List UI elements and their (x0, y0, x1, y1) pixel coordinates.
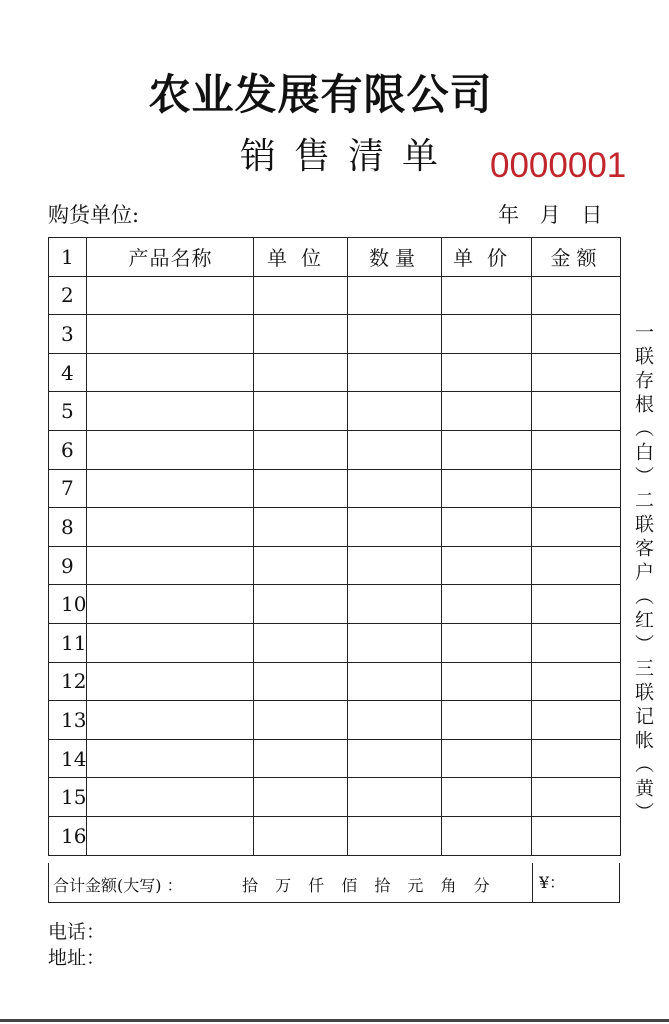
table-row (49, 546, 621, 585)
table-cell[interactable] (87, 276, 254, 315)
table-row (49, 508, 621, 547)
buyer-label: 购货单位: (48, 203, 140, 227)
table-cell[interactable] (532, 276, 621, 315)
table-row (49, 469, 621, 508)
table-cell[interactable] (532, 508, 621, 547)
phone-label: 电话： (48, 921, 106, 943)
table-row (49, 276, 621, 315)
table-cell[interactable] (254, 469, 348, 508)
table-cell[interactable] (254, 508, 348, 547)
table-cell[interactable] (87, 315, 254, 354)
table-cell[interactable] (348, 816, 442, 855)
table-cell[interactable] (348, 546, 442, 585)
table-cell[interactable] (254, 662, 348, 701)
table-row (49, 430, 621, 469)
table-cell[interactable] (87, 353, 254, 392)
table-cell[interactable] (442, 430, 532, 469)
table-cell[interactable] (442, 662, 532, 701)
table-cell[interactable] (532, 623, 621, 662)
table-cell[interactable] (254, 430, 348, 469)
table-cell[interactable] (348, 392, 442, 431)
table-cell[interactable] (348, 430, 442, 469)
table-cell[interactable] (532, 392, 621, 431)
bottom-border (0, 1019, 669, 1022)
table-cell[interactable] (442, 469, 532, 508)
row-number: 8 (49, 508, 87, 547)
table-cell[interactable] (348, 508, 442, 547)
table-cell[interactable] (87, 546, 254, 585)
table-row (49, 585, 621, 624)
table-cell[interactable] (87, 778, 254, 817)
table-cell[interactable] (442, 816, 532, 855)
table-cell[interactable] (532, 585, 621, 624)
company-name (0, 62, 669, 122)
table-cell[interactable] (532, 816, 621, 855)
table-cell[interactable] (87, 392, 254, 431)
table-cell[interactable] (348, 353, 442, 392)
table-row (49, 353, 621, 392)
table-cell[interactable] (87, 816, 254, 855)
table-cell[interactable] (442, 585, 532, 624)
table-cell[interactable] (254, 816, 348, 855)
table-cell[interactable] (348, 469, 442, 508)
table-cell[interactable] (254, 276, 348, 315)
row-number: 16 (49, 816, 87, 855)
table-cell[interactable] (442, 276, 532, 315)
row-number: 11 (49, 623, 87, 662)
table-cell[interactable] (87, 623, 254, 662)
total-units: 拾 万 仟 佰 拾 元 角 分 (242, 876, 490, 895)
table-row (49, 623, 621, 662)
header-amount: 金额 (532, 238, 621, 277)
row-number: 7 (49, 469, 87, 508)
table-cell[interactable] (442, 701, 532, 740)
table-cell[interactable] (348, 739, 442, 778)
table-cell[interactable] (254, 546, 348, 585)
header-unit: 单位 (254, 238, 348, 277)
table-cell[interactable] (442, 392, 532, 431)
table-cell[interactable] (532, 739, 621, 778)
table-cell[interactable] (532, 778, 621, 817)
table-row (49, 701, 621, 740)
header-index: 1 (49, 238, 87, 277)
table-header-row (49, 238, 621, 277)
row-number: 13 (49, 701, 87, 740)
table-cell[interactable] (254, 778, 348, 817)
copy-note: 一联存根（白）二联客户（红）三联记帐（黄） (632, 322, 654, 826)
table-cell[interactable] (532, 353, 621, 392)
table-cell[interactable] (442, 739, 532, 778)
table-cell[interactable] (87, 739, 254, 778)
row-number: 5 (49, 392, 87, 431)
sales-table (48, 237, 621, 856)
table-cell[interactable] (348, 276, 442, 315)
table-row (49, 739, 621, 778)
row-number: 14 (49, 739, 87, 778)
table-cell[interactable] (532, 701, 621, 740)
table-cell[interactable] (254, 739, 348, 778)
table-cell[interactable] (348, 315, 442, 354)
table-cell[interactable] (532, 469, 621, 508)
row-number: 10 (49, 585, 87, 624)
table-cell[interactable] (348, 778, 442, 817)
table-row (49, 662, 621, 701)
table-cell[interactable] (532, 662, 621, 701)
header-unit-price: 单价 (442, 238, 532, 277)
table-row (49, 392, 621, 431)
table-cell[interactable] (532, 546, 621, 585)
table-cell[interactable] (348, 701, 442, 740)
table-cell[interactable] (442, 315, 532, 354)
row-number: 6 (49, 430, 87, 469)
form-title: 销售清单 (240, 136, 457, 177)
total-yen[interactable]: ¥： (532, 863, 565, 902)
row-number: 12 (49, 662, 87, 701)
table-cell[interactable] (87, 662, 254, 701)
table-cell[interactable] (348, 585, 442, 624)
table-cell[interactable] (442, 623, 532, 662)
table-row (49, 778, 621, 817)
serial-number: 0000001 (490, 146, 627, 185)
table-cell[interactable] (442, 508, 532, 547)
table-cell[interactable] (87, 701, 254, 740)
total-row (48, 863, 620, 903)
row-number: 2 (49, 276, 87, 315)
table-cell[interactable] (254, 315, 348, 354)
table-cell[interactable] (532, 430, 621, 469)
table-cell[interactable] (254, 623, 348, 662)
date-label: 年 月 日 (498, 203, 603, 227)
total-label: 合计金额(大写) ： (53, 876, 183, 895)
table-cell[interactable] (348, 662, 442, 701)
table-row (49, 816, 621, 855)
row-number: 4 (49, 353, 87, 392)
table-cell[interactable] (442, 353, 532, 392)
table-cell[interactable] (442, 778, 532, 817)
table-cell[interactable] (254, 701, 348, 740)
table-cell[interactable] (254, 392, 348, 431)
table-cell[interactable] (254, 585, 348, 624)
row-number: 3 (49, 315, 87, 354)
table-cell[interactable] (348, 623, 442, 662)
row-number: 15 (49, 778, 87, 817)
table-cell[interactable] (87, 508, 254, 547)
table-row (49, 315, 621, 354)
table-cell[interactable] (254, 353, 348, 392)
table-cell[interactable] (87, 469, 254, 508)
table-cell[interactable] (532, 315, 621, 354)
header-product-name: 产品名称 (87, 238, 254, 277)
address-label: 地址： (48, 947, 106, 969)
table-cell[interactable] (442, 546, 532, 585)
header-quantity: 数量 (348, 238, 442, 277)
row-number: 9 (49, 546, 87, 585)
company-name-text: 农业发展有限公司 (148, 70, 493, 119)
table-cell[interactable] (87, 585, 254, 624)
table-cell[interactable] (87, 430, 254, 469)
